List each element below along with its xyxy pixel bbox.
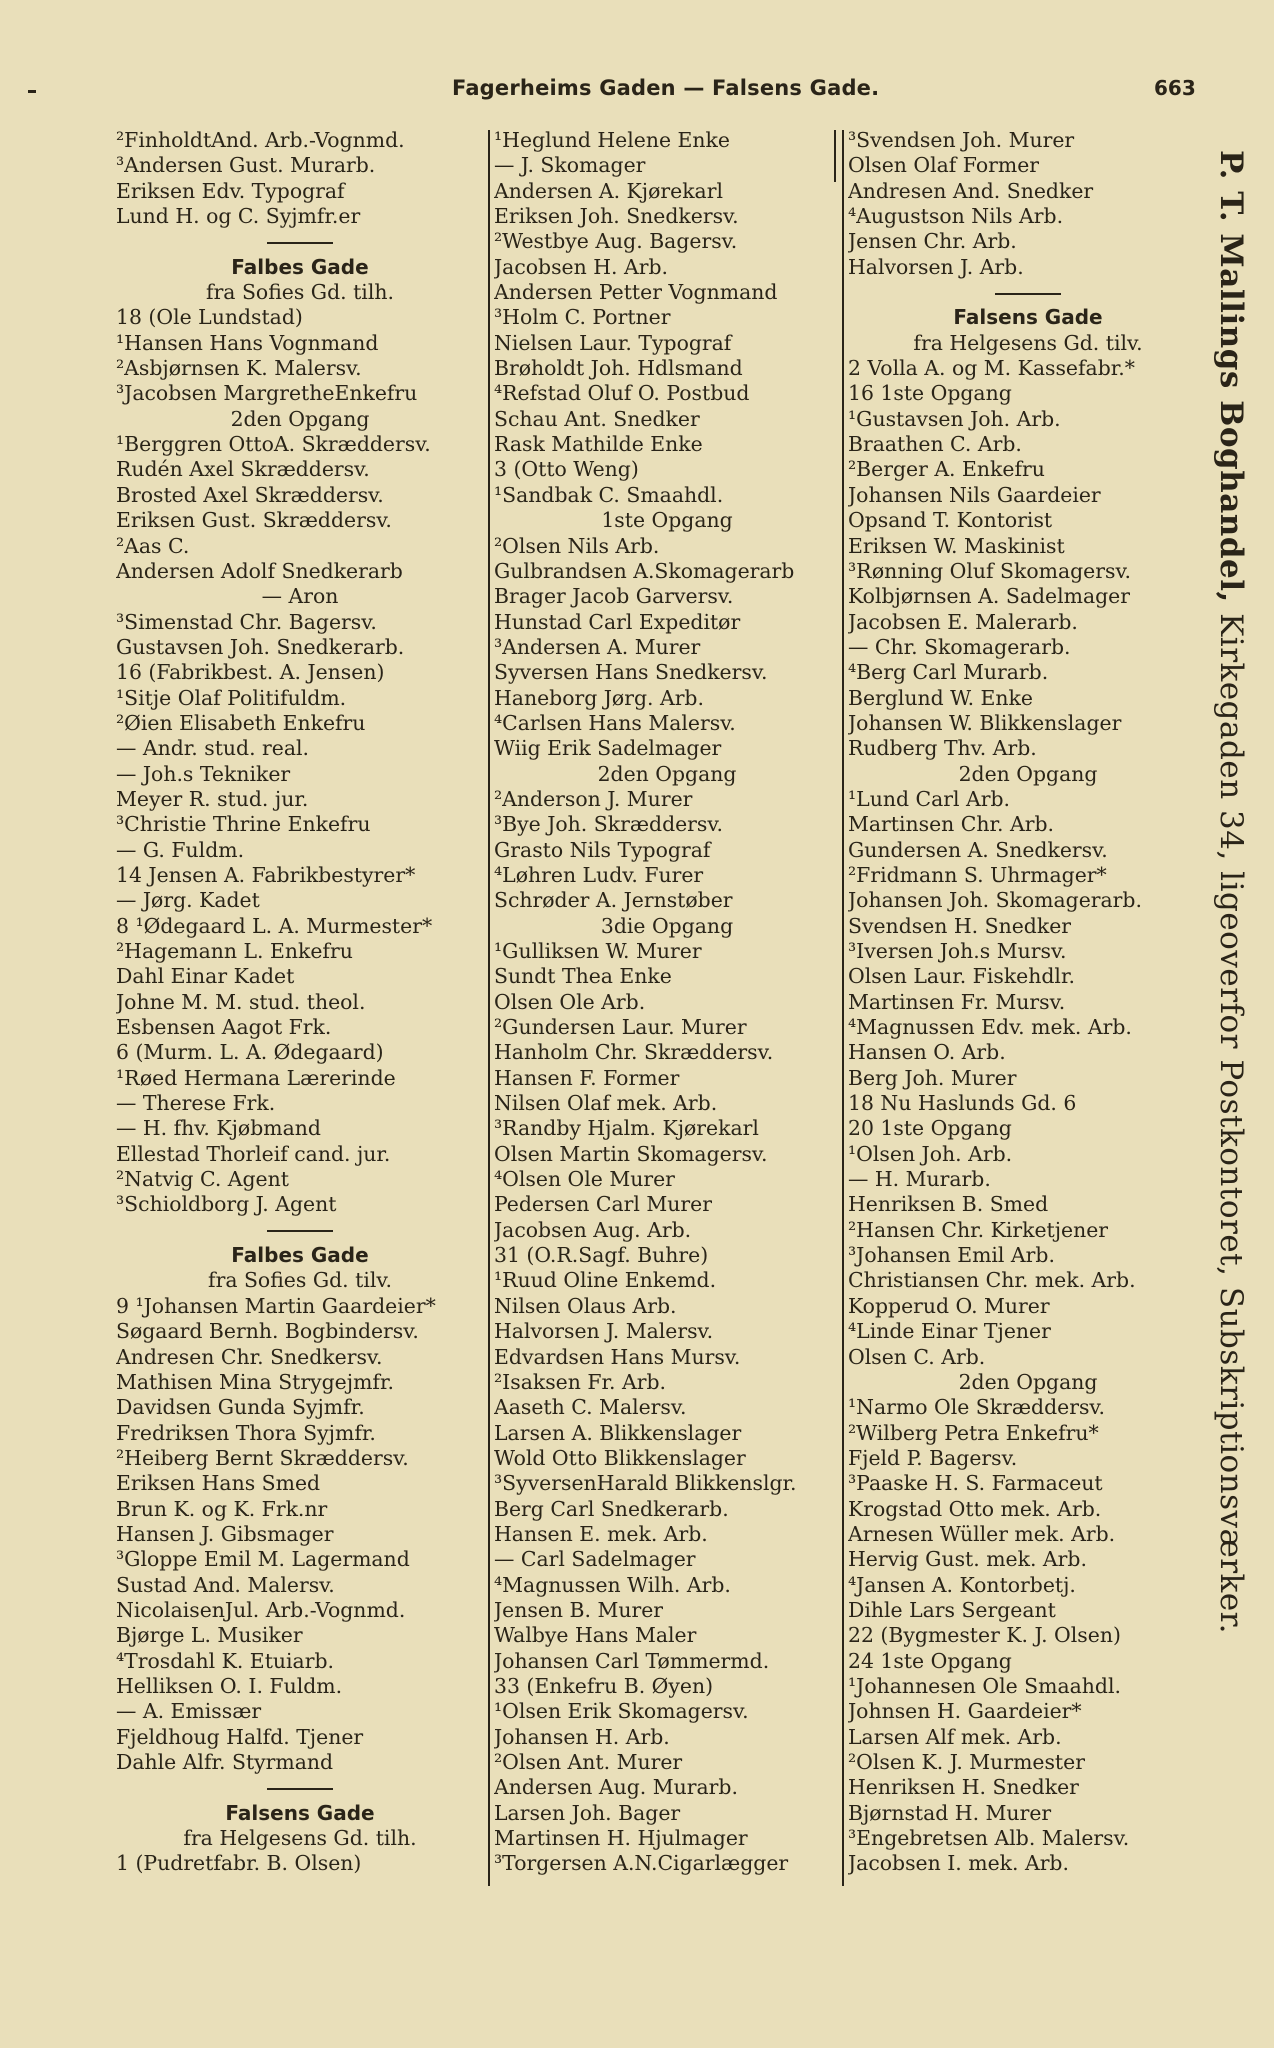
directory-entry: Schrøder A. Jernstøber xyxy=(494,888,733,913)
directory-entry: Jacobsen I. mek. Arb. xyxy=(848,1851,1069,1876)
directory-entry: Nielsen Laur. Typograf xyxy=(494,330,732,355)
directory-entry: 3 (Otto Weng) xyxy=(494,457,639,482)
subheading: 1ste Opgang xyxy=(601,508,733,533)
directory-entry: 20 1ste Opgang xyxy=(848,1116,1012,1141)
directory-entry: Esbensen Aagot Frk. xyxy=(116,1015,332,1040)
directory-entry: Nilsen Olaf mek. Arb. xyxy=(494,1091,718,1116)
directory-entry: Jensen Chr. Arb. xyxy=(848,229,1017,254)
street-heading: Falbes Gade xyxy=(231,254,369,279)
directory-entry: Wold Otto Blikkenslager xyxy=(494,1445,746,1470)
directory-entry: Gulbrandsen A.Skomagerarb xyxy=(494,558,795,583)
directory-entry: Edvardsen Hans Mursv. xyxy=(494,1344,741,1369)
subheading: 2den Opgang xyxy=(958,761,1098,786)
directory-entry: Eriksen Joh. Snedkersv. xyxy=(494,204,739,229)
directory-entry: ³Andersen Gust. Murarb. xyxy=(116,153,376,178)
rule-line xyxy=(267,1788,333,1790)
directory-entry: Andersen Aug. Murarb. xyxy=(494,1775,738,1800)
directory-entry: Rudén Axel Skræddersv. xyxy=(116,457,370,482)
subheading: 2den Opgang xyxy=(597,761,737,786)
directory-entry: ²Westbye Aug. Bagersv. xyxy=(494,229,738,254)
directory-entry: 33 (Enkefru B. Øyen) xyxy=(494,1673,714,1698)
directory-entry: ²Olsen Nils Arb. xyxy=(494,533,660,558)
directory-entry: Walbye Hans Maler xyxy=(494,1623,697,1648)
directory-entry: Syversen Hans Snedkersv. xyxy=(494,660,768,685)
directory-entry: Jacobsen E. Malerarb. xyxy=(848,609,1078,634)
directory-entry: Mathisen Mina Strygejmfr. xyxy=(116,1369,394,1394)
directory-entry: — J. Skomager xyxy=(494,153,646,178)
directory-entry: ⁴Magnussen Wilh. Arb. xyxy=(494,1572,731,1597)
directory-entry: ²Olsen Ant. Murer xyxy=(494,1750,683,1774)
directory-entry: ³Engebretsen Alb. Malersv. xyxy=(848,1826,1130,1851)
directory-entry: ¹Johannesen Ole Smaahdl. xyxy=(848,1673,1121,1698)
street-heading: Falsens Gade xyxy=(953,305,1103,330)
column-right xyxy=(848,128,1208,1877)
directory-entry: — Andr. stud. real. xyxy=(116,736,310,761)
subheading: 2den Opgang xyxy=(230,406,370,431)
subheading: fra Helgesens Gd. tilv. xyxy=(913,330,1143,355)
directory-entry: Olsen C. Arb. xyxy=(848,1344,986,1369)
directory-entry: — Therese Frk. xyxy=(116,1091,276,1116)
directory-entry: Gustavsen Joh. Snedkerarb. xyxy=(116,634,405,659)
directory-entry: Rudberg Thv. Arb. xyxy=(848,736,1037,761)
directory-entry: Sustad And. Malersv. xyxy=(116,1572,335,1597)
directory-entry: ⁴Berg Carl Murarb. xyxy=(848,660,1049,685)
directory-entry: ²Hagemann L. Enkefru xyxy=(116,939,353,963)
directory-entry: Johansen Nils Gaardeier xyxy=(848,482,1101,507)
directory-entry: Haneborg Jørg. Arb. xyxy=(494,685,704,710)
directory-entry: Nilsen Olaus Arb. xyxy=(494,1293,677,1318)
directory-entry: ²Anderson J. Murer xyxy=(494,786,693,811)
directory-entry: ⁴Augustson Nils Arb. xyxy=(848,204,1064,229)
directory-entry: Martinsen Fr. Mursv. xyxy=(848,989,1066,1014)
directory-entry: Gundersen A. Snedkersv. xyxy=(848,837,1108,862)
directory-entry: ¹Heglund Helene Enke xyxy=(494,128,730,152)
directory-entry: Hansen O. Arb. xyxy=(848,1040,1006,1065)
directory-entry: Hanholm Chr. Skræddersv. xyxy=(494,1040,774,1065)
directory-entry: — Joh.s Tekniker xyxy=(116,761,291,786)
directory-entry: ²Isaksen Fr. Arb. xyxy=(494,1369,666,1394)
directory-entry: Jacobsen H. Arb. xyxy=(494,254,668,279)
directory-entry: ³Iversen Joh.s Mursv. xyxy=(848,939,1067,963)
directory-entry: Opsand T. Kontorist xyxy=(848,508,1053,533)
subheading: fra Sofies Gd. tilh. xyxy=(206,280,394,305)
directory-entry: ³SyversenHarald Blikkenslgr. xyxy=(494,1471,797,1496)
directory-entry: Johnsen H. Gaardeier* xyxy=(848,1699,1082,1724)
directory-entry: Halvorsen J. Malersv. xyxy=(494,1319,714,1344)
directory-entry: ⁴Trosdahl K. Etuiarb. xyxy=(116,1648,334,1673)
directory-entry: 22 (Bygmester K. J. Olsen) xyxy=(848,1623,1121,1648)
directory-entry: ³Torgersen A.N.Cigarlægger xyxy=(494,1851,789,1876)
directory-entry: Grasto Nils Typograf xyxy=(494,837,711,862)
page-number: 663 xyxy=(1154,76,1196,100)
directory-entry: ³Paaske H. S. Farmaceut xyxy=(848,1471,1103,1496)
directory-entry: Svendsen H. Snedker xyxy=(848,913,1072,938)
directory-entry: — Chr. Skomagerarb. xyxy=(848,634,1071,659)
directory-entry: — Carl Sadelmager xyxy=(494,1547,696,1572)
directory-entry: ³Svendsen Joh. Murer xyxy=(848,128,1075,152)
directory-entry: 18 (Ole Lundstad) xyxy=(116,305,303,330)
directory-entry: ³Randby Hjalm. Kjørekarl xyxy=(494,1116,759,1141)
directory-entry: Olsen Olaf Former xyxy=(848,153,1040,178)
directory-entry: Martinsen Chr. Arb. xyxy=(848,812,1054,837)
directory-entry: Krogstad Otto mek. Arb. xyxy=(848,1496,1102,1521)
directory-entry: Bjørnstad H. Murer xyxy=(848,1800,1052,1825)
directory-entry: 31 (O.R.Sagf. Buhre) xyxy=(494,1243,709,1268)
directory-entry: Wiig Erik Sadelmager xyxy=(494,736,722,761)
directory-entry: ²Aas C. xyxy=(116,533,190,558)
page-header xyxy=(0,76,1274,110)
directory-entry: NicolaisenJul. Arb.-Vognmd. xyxy=(116,1597,406,1622)
directory-entry: Kopperud O. Murer xyxy=(848,1293,1050,1318)
directory-entry: ²Asbjørnsen K. Malersv. xyxy=(116,356,362,381)
directory-entry: ²Øien Elisabeth Enkefru xyxy=(116,710,366,735)
directory-entry: Halvorsen J. Arb. xyxy=(848,254,1024,279)
subheading: 2den Opgang xyxy=(958,1369,1098,1394)
directory-entry: Andersen Adolf Snedkerarb xyxy=(116,558,403,583)
street-heading: Falsens Gade xyxy=(225,1800,375,1825)
directory-entry: Andresen Chr. Snedkersv. xyxy=(116,1344,383,1369)
directory-entry: ³Christie Thrine Enkefru xyxy=(116,812,371,837)
directory-entry: Aaseth C. Malersv. xyxy=(494,1395,687,1420)
column-left xyxy=(116,128,484,1877)
directory-entry: ¹Olsen Erik Skomagersv. xyxy=(494,1699,749,1724)
directory-entry: Hansen E. mek. Arb. xyxy=(494,1521,708,1546)
directory-entry: 1 (Pudretfabr. B. Olsen) xyxy=(116,1851,362,1876)
directory-entry: Berg Carl Snedkerarb. xyxy=(494,1496,729,1521)
directory-entry: Berglund W. Enke xyxy=(848,685,1033,710)
directory-entry: ⁴Olsen Ole Murer xyxy=(494,1167,675,1192)
directory-entry: 8 ¹Ødegaard L. A. Murmester* xyxy=(116,913,433,938)
directory-entry: Larsen Joh. Bager xyxy=(494,1800,681,1825)
directory-entry: Dahl Einar Kadet xyxy=(116,964,295,989)
directory-entry: ³Bye Joh. Skræddersv. xyxy=(494,812,723,837)
directory-entry: 16 (Fabrikbest. A. Jensen) xyxy=(116,660,385,685)
directory-entry: Hervig Gust. mek. Arb. xyxy=(848,1547,1087,1572)
directory-entry: ³Holm C. Portner xyxy=(494,305,671,330)
directory-entry: ¹Berggren OttoA. Skræddersv. xyxy=(116,432,431,457)
directory-entry: Andresen And. Snedker xyxy=(848,178,1094,203)
directory-entry: Bjørge L. Musiker xyxy=(116,1623,303,1648)
directory-entry: Larsen Alf mek. Arb. xyxy=(848,1724,1062,1749)
directory-entry: Eriksen Hans Smed xyxy=(116,1471,321,1496)
directory-entry: ³Simenstad Chr. Bagersv. xyxy=(116,609,377,634)
directory-entry: Olsen Laur. Fiskehdlr. xyxy=(848,964,1075,989)
rule-line xyxy=(995,293,1061,295)
directory-entry: Christiansen Chr. mek. Arb. xyxy=(848,1268,1136,1293)
subheading: fra Helgesens Gd. tilh. xyxy=(183,1826,417,1851)
directory-entry: Eriksen W. Maskinist xyxy=(848,533,1065,558)
directory-entry: ¹Sandbak C. Smaahdl. xyxy=(494,482,724,507)
directory-entry: ²Natvig C. Agent xyxy=(116,1167,289,1192)
directory-entry: ²Wilberg Petra Enkefru* xyxy=(848,1420,1099,1445)
section-rule xyxy=(848,280,1208,305)
subheading: — Aron xyxy=(261,584,339,609)
directory-entry: Søgaard Bernh. Bogbindersv. xyxy=(116,1319,419,1344)
directory-entry: ³Johansen Emil Arb. xyxy=(848,1243,1055,1268)
directory-entry: 18 Nu Haslunds Gd. 6 xyxy=(848,1091,1077,1116)
directory-entry: ⁴Refstad Oluf O. Postbud xyxy=(494,381,750,406)
directory-entry: ³Schioldborg J. Agent xyxy=(116,1192,337,1217)
directory-entry: Pedersen Carl Murer xyxy=(494,1192,712,1217)
directory-entry: ¹Sitje Olaf Politifuldm. xyxy=(116,685,347,710)
street-heading: Falbes Gade xyxy=(231,1243,369,1268)
directory-entry: ³Gloppe Emil M. Lagermand xyxy=(116,1547,410,1572)
directory-entry: Brøholdt Joh. Hdlsmand xyxy=(494,356,743,381)
directory-entry: Hansen J. Gibsmager xyxy=(116,1521,334,1546)
directory-entry: Braathen C. Arb. xyxy=(848,432,1022,457)
directory-entry: Olsen Ole Arb. xyxy=(494,989,646,1014)
directory-entry: Fjeld P. Bagersv. xyxy=(848,1445,1018,1470)
directory-entry: Eriksen Edv. Typograf xyxy=(116,178,345,203)
directory-entry: ¹Narmo Ole Skræddersv. xyxy=(848,1395,1106,1420)
directory-entry: 24 1ste Opgang xyxy=(848,1648,1012,1673)
directory-entry: Kolbjørnsen A. Sadelmager xyxy=(848,584,1130,609)
directory-entry: ³Andersen A. Murer xyxy=(494,634,701,659)
side-advertisement xyxy=(1213,150,1249,1634)
directory-entry: Brun K. og K. Frk.nr xyxy=(116,1496,328,1521)
directory-entry: — H. Murarb. xyxy=(848,1167,991,1192)
subheading: 3die Opgang xyxy=(600,913,734,938)
directory-entry: Johansen Carl Tømmermd. xyxy=(494,1648,770,1673)
directory-entry: Martinsen H. Hjulmager xyxy=(494,1826,748,1851)
directory-entry: Ellestad Thorleif cand. jur. xyxy=(116,1141,391,1166)
subheading: fra Sofies Gd. tilv. xyxy=(208,1268,392,1293)
directory-entry: ⁴Jansen A. Kontorbetj. xyxy=(848,1572,1076,1597)
directory-entry: Dahle Alfr. Styrmand xyxy=(116,1750,334,1774)
directory-entry: Johne M. M. stud. theol. xyxy=(116,989,366,1014)
side-ad-text: Kirkegaden 34, ligeoverfor Postkontoret, Subskriptionsværker. xyxy=(1213,602,1249,1634)
directory-entry: ¹Gustavsen Joh. Arb. xyxy=(848,406,1061,431)
directory-entry: Larsen A. Blikkenslager xyxy=(494,1420,742,1445)
directory-entry: Olsen Martin Skomagersv. xyxy=(494,1141,768,1166)
directory-entry: Lund H. og C. Syjmfr.er xyxy=(116,204,361,229)
directory-entry: Dihle Lars Sergeant xyxy=(848,1597,1056,1622)
directory-entry: Rask Mathilde Enke xyxy=(494,432,703,457)
directory-entry: ¹Olsen Joh. Arb. xyxy=(848,1141,1013,1166)
directory-entry: Davidsen Gunda Syjmfr. xyxy=(116,1395,365,1420)
rule-line xyxy=(267,1230,333,1232)
directory-entry: — Jørg. Kadet xyxy=(116,888,260,913)
directory-entry: ²Gundersen Laur. Murer xyxy=(494,1015,747,1040)
directory-entry: Andersen Petter Vognmand xyxy=(494,280,778,305)
directory-entry: Brosted Axel Skræddersv. xyxy=(116,482,384,507)
side-ad-bold: P. T. Mallings Boghandel, xyxy=(1213,150,1249,603)
directory-entry: ²Berger A. Enkefru xyxy=(848,457,1045,482)
directory-entry: Sundt Thea Enke xyxy=(494,964,672,989)
section-rule xyxy=(116,1775,484,1800)
directory-entry: — H. fhv. Kjøbmand xyxy=(116,1116,321,1141)
directory-entry: ³Jacobsen MargretheEnkefru xyxy=(116,381,418,406)
column-divider-right xyxy=(842,130,844,1886)
directory-entry: Hunstad Carl Expeditør xyxy=(494,609,741,634)
directory-entry: Arnesen Wüller mek. Arb. xyxy=(848,1521,1116,1546)
directory-entry: Henriksen B. Smed xyxy=(848,1192,1049,1217)
directory-entry: ²Heiberg Bernt Skræddersv. xyxy=(116,1445,409,1470)
directory-entry: Eriksen Gust. Skræddersv. xyxy=(116,508,392,533)
directory-entry: Brager Jacob Garversv. xyxy=(494,584,734,609)
directory-entry: Jacobsen Aug. Arb. xyxy=(494,1217,692,1242)
directory-entry: 2 Volla A. og M. Kassefabr.* xyxy=(848,356,1135,381)
directory-entry: Henriksen H. Snedker xyxy=(848,1775,1079,1800)
page-title: Fagerheims Gaden — Falsens Gade. xyxy=(452,76,880,100)
directory-entry: Andersen A. Kjørekarl xyxy=(494,178,723,203)
directory-entry: Jensen B. Murer xyxy=(494,1597,664,1622)
directory-entry: ¹Ruud Oline Enkemd. xyxy=(494,1268,717,1293)
directory-entry: ²Hansen Chr. Kirketjener xyxy=(848,1217,1109,1242)
directory-entry: — A. Emissær xyxy=(116,1699,262,1724)
directory-entry: 16 1ste Opgang xyxy=(848,381,1012,406)
directory-entry: Meyer R. stud. jur. xyxy=(116,786,309,811)
directory-entry: ⁴Løhren Ludv. Furer xyxy=(494,862,704,887)
column-divider-left xyxy=(488,130,490,1886)
directory-entry: ⁴Magnussen Edv. mek. Arb. xyxy=(848,1015,1132,1040)
directory-entry: Fjeldhoug Halfd. Tjener xyxy=(116,1724,364,1749)
directory-entry: ²Olsen K. J. Murmester xyxy=(848,1750,1085,1774)
directory-entry: 14 Jensen A. Fabrikbestyrer* xyxy=(116,862,416,887)
directory-entry: 6 (Murm. L. A. Ødegaard) xyxy=(116,1040,384,1065)
section-rule xyxy=(116,1218,484,1243)
directory-entry: Schau Ant. Snedker xyxy=(494,406,700,431)
directory-entry: Johansen H. Arb. xyxy=(494,1724,670,1749)
directory-entry: 9 ¹Johansen Martin Gaardeier* xyxy=(116,1293,436,1318)
directory-entry: ¹Røed Hermana Lærerinde xyxy=(116,1065,396,1090)
directory-entry: Helliksen O. I. Fuldm. xyxy=(116,1673,343,1698)
section-rule xyxy=(116,229,484,254)
directory-entry: Berg Joh. Murer xyxy=(848,1065,1017,1090)
directory-entry: ³Rønning Oluf Skomagersv. xyxy=(848,558,1132,583)
rule-line xyxy=(267,242,333,244)
directory-entry: ⁴Carlsen Hans Malersv. xyxy=(494,710,736,735)
directory-entry: Johansen Joh. Skomagerarb. xyxy=(848,888,1142,913)
directory-entry: ²Fridmann S. Uhrmager* xyxy=(848,862,1107,887)
directory-entry: ¹Hansen Hans Vognmand xyxy=(116,330,379,355)
directory-entry: ⁴Linde Einar Tjener xyxy=(848,1319,1051,1344)
directory-entry: ¹Lund Carl Arb. xyxy=(848,786,1011,811)
directory-entry: Johansen W. Blikkenslager xyxy=(848,710,1122,735)
directory-entry: — G. Fuldm. xyxy=(116,837,245,862)
directory-entry: Hansen F. Former xyxy=(494,1065,680,1090)
directory-entry: Fredriksen Thora Syjmfr. xyxy=(116,1420,376,1445)
directory-entry: ²FinholdtAnd. Arb.-Vognmd. xyxy=(116,128,405,152)
directory-entry: ¹Gulliksen W. Murer xyxy=(494,939,702,963)
column-middle xyxy=(494,128,840,1877)
